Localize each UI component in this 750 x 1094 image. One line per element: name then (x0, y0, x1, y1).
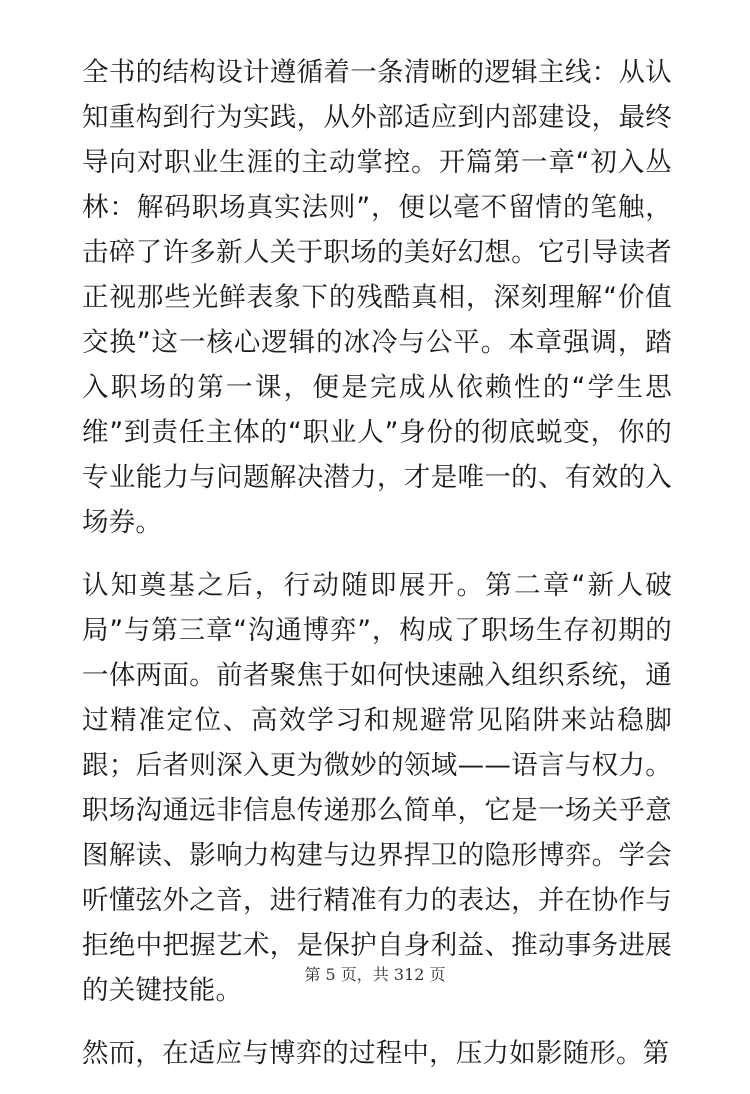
paragraph-3: 然而，在适应与博弈的过程中，压力如影随形。第 (82, 1038, 670, 1069)
body-text (82, 50, 672, 1094)
page-number-footer: 第 5 页，共 312 页 (304, 965, 446, 984)
paragraph-2: 认知奠基之后，行动随即展开。第二章“新人破局”与第三章“沟通博弈”，构成了职场生存初期的一体两面。前者聚焦于如何快速融入组织系统，通过精准定位、高效学习和规避常见陷阱来站稳脚跟；后者则深入更为微妙的领域——语言与权力。职场沟通远非信息传递那么简单，它是一场关乎意图解读、影响力构建与边界捍卫的隐形博弈。学会听懂弦外之音，进行精准有力的表达，并在协作与拒绝中把握艺术，是保护自身利益、推动事务进展的关键技能。 (82, 570, 672, 1006)
paragraph-1: 全书的结构设计遵循着一条清晰的逻辑主线：从认知重构到行为实践，从外部适应到内部建设，最终导向对职业生涯的主动掌控。开篇第一章“初入丛林：解码职场真实法则”，便以毫不留情的笔触，击碎了许多新人关于职场的美好幻想。它引导读者正视那些光鲜表象下的残酷真相，深刻理解“价值交换”这一核心逻辑的冰冷与公平。本章强调，踏入职场的第一课，便是完成从依赖性的“学生思维”到责任主体的“职业人”身份的彻底蜕变，你的专业能力与问题解决潜力，才是唯一的、有效的入场券。 (82, 57, 672, 538)
